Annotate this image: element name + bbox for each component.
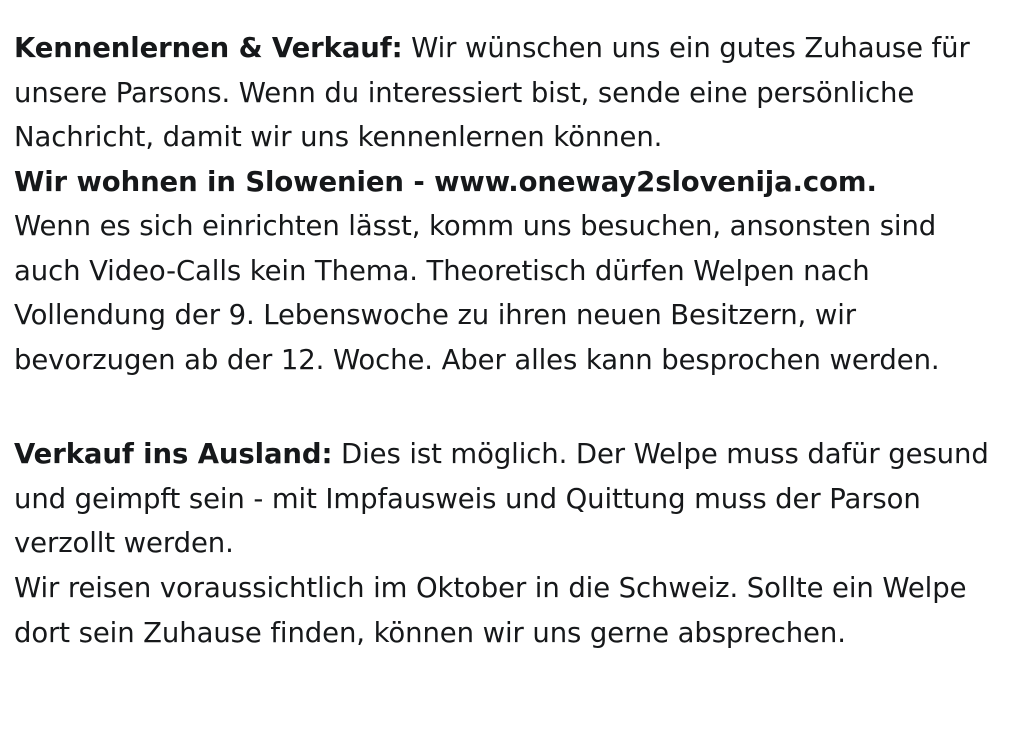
section-body-text: Wenn es sich einrichten lässt, komm uns besuchen, ansonsten sind auch Video-Calls kein Thema. Theoretisch dürfen Welpen nach Vollendung der 9. Lebenswoche zu ihren neuen Besitzern, wir bevorzugen ab der 12. Woche. Aber alles kann besprochen werden.: [14, 210, 940, 376]
website-line: Wir wohnen in Slowenien - www.oneway2slovenija.com.: [14, 165, 877, 198]
section-verkauf-ins-ausland: [14, 432, 1009, 655]
section-intro-text: Wir wünschen uns ein gutes Zuhause für unsere Parsons. Wenn du interessiert bist, sende eine persönliche Nachricht, damit wir uns kennenlernen können.: [14, 32, 970, 154]
section-kennenlernen-verkauf: [14, 26, 1009, 382]
paragraph-intro: [14, 432, 1009, 566]
section-heading: Kennenlernen & Verkauf:: [14, 32, 403, 64]
section-intro-text: Dies ist möglich. Der Welpe muss dafür gesund und geimpft sein - mit Impfausweis und Quittung muss der Parson verzollt werden.: [14, 438, 989, 560]
section-heading: Verkauf ins Ausland:: [14, 438, 333, 471]
paragraph-intro: [14, 26, 1009, 160]
section-body-text: Wir reisen voraussichtlich im Oktober in die Schweiz. Sollte ein Welpe dort sein Zuhause finden, können wir uns gerne absprechen.: [14, 572, 967, 649]
